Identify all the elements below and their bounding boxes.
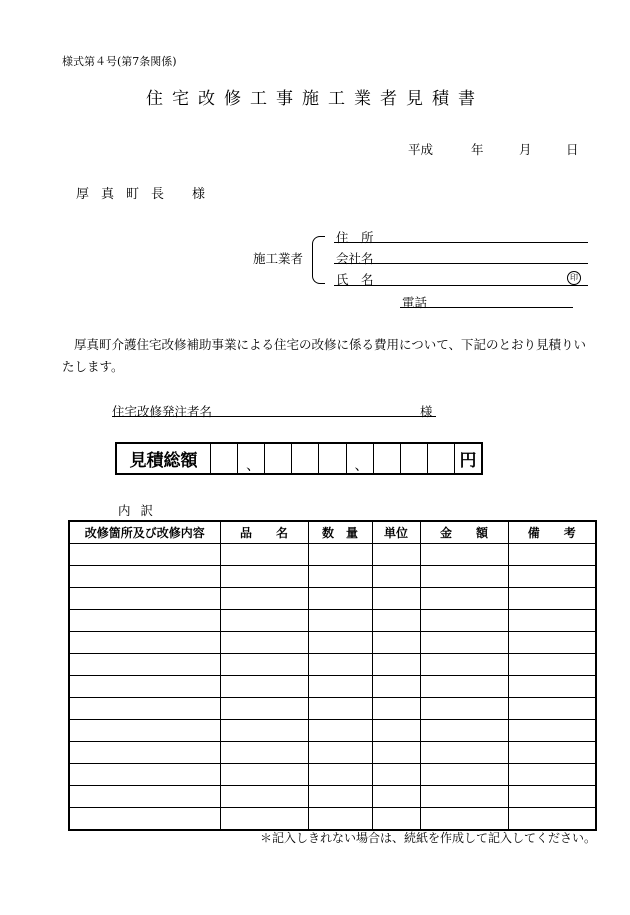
cell-remarks[interactable] xyxy=(508,588,596,610)
col-header-content: 改修箇所及び改修内容 xyxy=(69,521,220,544)
cell-amount[interactable] xyxy=(420,632,508,654)
date-year: 年 xyxy=(471,142,484,157)
addressee xyxy=(76,183,217,202)
cell-item-name[interactable] xyxy=(220,808,308,831)
digit-cell[interactable] xyxy=(292,444,319,473)
contractor-brace xyxy=(312,236,325,284)
cell-unit[interactable] xyxy=(372,808,420,831)
intro-paragraph: 厚真町介護住宅改修補助事業による住宅の改修に係る費用について、下記のとおり見積りいたします。 xyxy=(62,337,587,374)
table-row xyxy=(69,786,596,808)
cell-remarks[interactable] xyxy=(508,566,596,588)
document-title: 住宅改修工事施工業者見積書 xyxy=(146,89,484,109)
cell-item-name[interactable] xyxy=(220,742,308,764)
cell-content[interactable] xyxy=(69,632,220,654)
name-label: 氏 名 xyxy=(336,272,374,287)
cell-remarks[interactable] xyxy=(508,676,596,698)
digit-separator: 、 xyxy=(246,458,261,474)
cell-amount[interactable] xyxy=(420,764,508,786)
cell-amount[interactable] xyxy=(420,610,508,632)
name-field[interactable] xyxy=(334,285,588,286)
cell-remarks[interactable] xyxy=(508,742,596,764)
cell-remarks[interactable] xyxy=(508,544,596,566)
cell-item-name[interactable] xyxy=(220,566,308,588)
digit-cell[interactable] xyxy=(265,444,292,473)
cell-unit[interactable] xyxy=(372,632,420,654)
total-amount-box xyxy=(115,442,483,475)
cell-content[interactable] xyxy=(69,610,220,632)
cell-quantity[interactable] xyxy=(308,632,372,654)
digit-cell[interactable] xyxy=(319,444,346,473)
cell-remarks[interactable] xyxy=(508,632,596,654)
digit-cell[interactable] xyxy=(211,444,238,473)
cell-unit[interactable] xyxy=(372,698,420,720)
cell-amount[interactable] xyxy=(420,654,508,676)
date-day: 日 xyxy=(566,142,579,157)
cell-amount[interactable] xyxy=(420,720,508,742)
cell-item-name[interactable] xyxy=(220,720,308,742)
cell-unit[interactable] xyxy=(372,676,420,698)
col-header-item-name: 品 名 xyxy=(220,521,308,544)
cell-quantity[interactable] xyxy=(308,764,372,786)
cell-item-name[interactable] xyxy=(220,588,308,610)
items-table xyxy=(68,520,597,831)
cell-remarks[interactable] xyxy=(508,720,596,742)
cell-unit[interactable] xyxy=(372,544,420,566)
cell-content[interactable] xyxy=(69,566,220,588)
cell-quantity[interactable] xyxy=(308,786,372,808)
cell-unit[interactable] xyxy=(372,786,420,808)
orderer-field[interactable] xyxy=(112,416,436,417)
cell-amount[interactable] xyxy=(420,808,508,831)
table-row xyxy=(69,544,596,566)
cell-quantity[interactable] xyxy=(308,720,372,742)
table-row xyxy=(69,764,596,786)
date-month: 月 xyxy=(519,142,532,157)
cell-amount[interactable] xyxy=(420,544,508,566)
table-row xyxy=(69,698,596,720)
cell-amount[interactable] xyxy=(420,676,508,698)
cell-content[interactable] xyxy=(69,808,220,831)
cell-unit[interactable] xyxy=(372,566,420,588)
table-row xyxy=(69,720,596,742)
currency-label: 円 xyxy=(459,451,477,471)
cell-amount[interactable] xyxy=(420,588,508,610)
address-label: 住 所 xyxy=(336,230,374,245)
cell-item-name[interactable] xyxy=(220,544,308,566)
form-number: 様式第４号(第7条関係) xyxy=(62,55,177,68)
cell-quantity[interactable] xyxy=(308,610,372,632)
table-header-row xyxy=(69,521,596,544)
cell-content[interactable] xyxy=(69,676,220,698)
cell-quantity[interactable] xyxy=(308,654,372,676)
cell-unit[interactable] xyxy=(372,764,420,786)
cell-content[interactable] xyxy=(69,544,220,566)
cell-remarks[interactable] xyxy=(508,808,596,831)
digit-separator: 、 xyxy=(354,458,369,474)
cell-quantity[interactable] xyxy=(308,808,372,831)
table-row xyxy=(69,808,596,831)
cell-content[interactable] xyxy=(69,786,220,808)
phone-field[interactable] xyxy=(400,307,573,308)
digit-cell[interactable] xyxy=(401,444,428,473)
cell-item-name[interactable] xyxy=(220,654,308,676)
cell-remarks[interactable] xyxy=(508,654,596,676)
cell-item-name[interactable] xyxy=(220,698,308,720)
digit-cell[interactable] xyxy=(428,444,455,473)
table-row xyxy=(69,676,596,698)
footnote: ＊記入しきれない場合は、続紙を作成して記入してください。 xyxy=(259,831,596,845)
cell-item-name[interactable] xyxy=(220,676,308,698)
cell-item-name[interactable] xyxy=(220,764,308,786)
cell-item-name[interactable] xyxy=(220,786,308,808)
cell-amount[interactable] xyxy=(420,742,508,764)
cell-remarks[interactable] xyxy=(508,764,596,786)
cell-quantity[interactable] xyxy=(308,566,372,588)
company-label: 会社名 xyxy=(336,251,374,266)
cell-content[interactable] xyxy=(69,698,220,720)
cell-unit[interactable] xyxy=(372,720,420,742)
digit-cell[interactable] xyxy=(374,444,401,473)
table-row xyxy=(69,632,596,654)
cell-amount[interactable] xyxy=(420,786,508,808)
cell-unit[interactable] xyxy=(372,742,420,764)
contractor-label: 施工業者 xyxy=(253,251,304,266)
company-field[interactable] xyxy=(334,263,588,264)
cell-unit[interactable] xyxy=(372,654,420,676)
cell-quantity[interactable] xyxy=(308,676,372,698)
table-row xyxy=(69,610,596,632)
cell-item-name[interactable] xyxy=(220,632,308,654)
cell-unit[interactable] xyxy=(372,588,420,610)
table-row xyxy=(69,654,596,676)
address-field[interactable] xyxy=(334,242,588,243)
date-era: 平成 xyxy=(408,142,434,157)
cell-quantity[interactable] xyxy=(308,588,372,610)
cell-content[interactable] xyxy=(69,764,220,786)
cell-content[interactable] xyxy=(69,720,220,742)
col-header-remarks: 備 考 xyxy=(508,521,596,544)
total-label: 見積総額 xyxy=(117,444,211,473)
cell-remarks[interactable] xyxy=(508,610,596,632)
breakdown-label: 内訳 xyxy=(118,503,164,518)
table-row xyxy=(69,588,596,610)
cell-quantity[interactable] xyxy=(308,698,372,720)
col-header-amount: 金 額 xyxy=(420,521,508,544)
digit-cell[interactable] xyxy=(238,444,265,473)
addressee-honorific: 様 xyxy=(192,187,218,202)
cell-content[interactable] xyxy=(69,654,220,676)
cell-amount[interactable] xyxy=(420,566,508,588)
cell-content[interactable] xyxy=(69,588,220,610)
orderer-honorific: 様 xyxy=(420,404,433,419)
table-row xyxy=(69,742,596,764)
cell-remarks[interactable] xyxy=(508,698,596,720)
seal-mark: 印 xyxy=(567,271,581,285)
addressee-name: 厚真町長 xyxy=(76,187,177,202)
cell-quantity[interactable] xyxy=(308,544,372,566)
cell-unit[interactable] xyxy=(372,610,420,632)
cell-quantity[interactable] xyxy=(308,742,372,764)
table-row xyxy=(69,566,596,588)
col-header-quantity: 数 量 xyxy=(308,521,372,544)
cell-remarks[interactable] xyxy=(508,786,596,808)
cell-item-name[interactable] xyxy=(220,610,308,632)
digit-cell[interactable] xyxy=(347,444,374,473)
cell-content[interactable] xyxy=(69,742,220,764)
phone-label: 電話 xyxy=(402,295,428,310)
cell-amount[interactable] xyxy=(420,698,508,720)
orderer-label: 住宅改修発注者名 xyxy=(112,404,213,419)
col-header-unit: 単位 xyxy=(372,521,420,544)
